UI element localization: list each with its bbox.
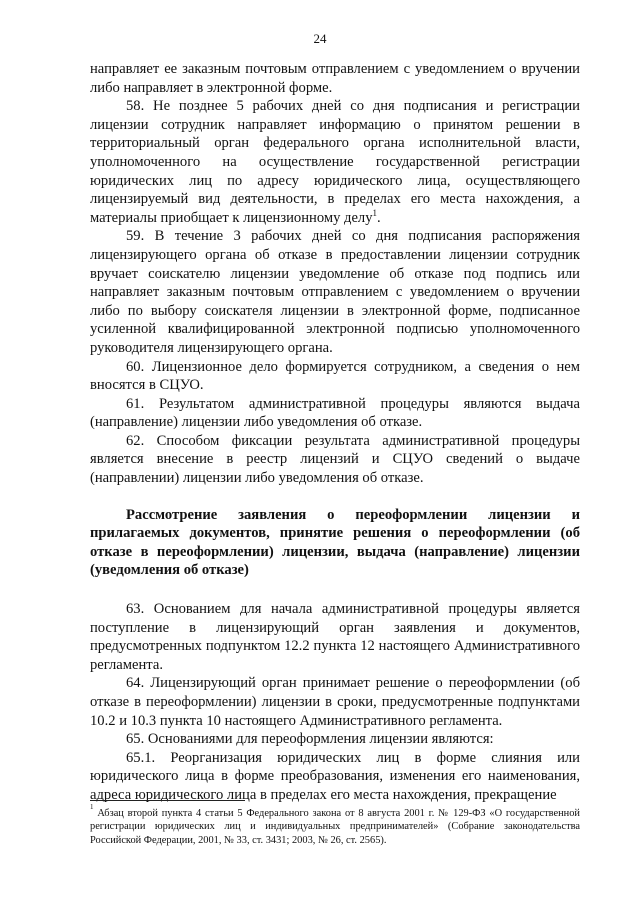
paragraph-58 — [90, 97, 580, 227]
paragraph-58-text: 58. Не позднее 5 рабочих дней со дня подписания и регистрации лицензии сотрудник направляет информацию о принятом решении в территориальный орган федерального органа исполнительной власти, уполномоченного на осуществление государственной регистрации юридических лиц по адресу юридического лица, осуществляющего лицензируемый вид деятельности, в пределах его места нахождения, а материалы приобщает к лицензионному делу — [90, 98, 580, 226]
section-heading: Рассмотрение заявления о переоформлении лицензии и прилагаемых документов, принятие решения о переоформлении (об отказе в переоформлении) лицензии, выдача (направление) лицензии (уведомления об отказе) — [90, 506, 580, 579]
paragraph-65: 65. Основаниями для переоформления лицензии являются: — [126, 731, 494, 748]
paragraph-60: 60. Лицензионное дело формируется сотрудником, а сведения о нем вносятся в СЦУО. — [90, 358, 580, 394]
paragraph-63: 63. Основанием для начала административной процедуры является поступление в лицензирующий орган заявления и документов, предусмотренных подпунктом 12.2 пункта 12 настоящего Административного регламента. — [90, 601, 580, 673]
footnote-reference: 1 — [372, 207, 377, 218]
paragraph-62: 62. Способом фиксации результата административной процедуры является внесение в реестр лицензий и СЦУО сведений о выдаче (направлении) лицензии либо уведомления об отказе. — [90, 432, 580, 487]
document-body — [90, 60, 580, 805]
footnote-text: Абзац второй пункта 4 статьи 5 Федерального закона от 8 августа 2001 г. № 129-ФЗ «О государственной регистрации юридических лиц и индивидуальных предпринимателей» (Собрание законодательства Российской Федерации, 2001, № 33, ст. 3431; 2003, № 26, ст. 2565). — [90, 808, 580, 846]
paragraph-61: 61. Результатом административной процедуры являются выдача (направление) лицензии либо уведомления об отказе. — [90, 395, 580, 431]
footnote-divider — [90, 800, 245, 801]
footnote-mark: 1 — [90, 803, 94, 811]
footnote — [90, 803, 580, 847]
paragraph-64: 64. Лицензирующий орган принимает решение о переоформлении (об отказе в переоформлении) лицензии в сроки, предусмотренные подпунктами 10.2 и 10.3 пункта 10 настоящего Административного регламента. — [90, 675, 580, 729]
paragraph-continuation: направляет ее заказным почтовым отправлением с уведомлением о вручении либо направляет в электронной форме. — [90, 61, 580, 96]
paragraph-59: 59. В течение 3 рабочих дней со дня подписания распоряжения лицензирующего органа об отказе в предоставлении лицензии сотрудник вручает соискателю лицензии уведомление об отказе под подпись или направляет заказным почтовым отправлением с уведомлением о вручении либо по выбору соискателя лицензии в электронной форме, подписанное усиленной квалифицированной электронной подписью уполномоченного руководителя лицензирующего органа. — [90, 228, 580, 356]
paragraph-58-end: . — [377, 209, 381, 226]
page-number: 24 — [313, 31, 327, 46]
paragraph-65-1: 65.1. Реорганизация юридических лиц в форме слияния или юридического лица в форме преобразования, изменения его наименования, адреса юридического лица в пределах его места нахождения, прекращение — [90, 749, 580, 803]
